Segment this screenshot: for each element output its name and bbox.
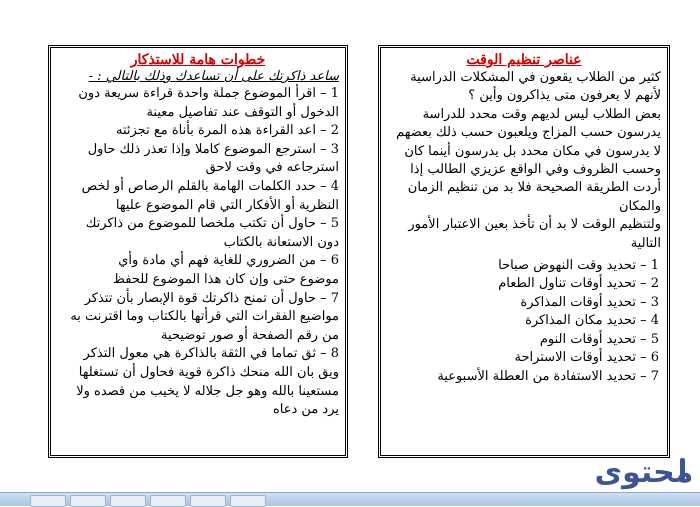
study-step-line: 2 – اعد القراءة هذه المرة بأناة مع تجزئته: [116, 123, 339, 139]
study-step-line: من رقم الصفحة أو صور توضيحية: [161, 327, 339, 343]
time-list-item: 2 – تحديد أوقات تناول الطعام: [498, 276, 659, 292]
time-list-item: 1 – تحديد وقت النهوض صباحا: [498, 258, 659, 274]
study-step-line: 3 – استرجع الموضوع كاملا وإذا تعذر ذلك حاول: [87, 141, 339, 157]
taskbar: [0, 492, 700, 506]
time-paragraph-line: التالية: [630, 235, 661, 251]
time-list-item: 6 – تحديد أوقات الاستراحة: [514, 350, 659, 366]
study-steps-title: خطوات هامة للاستذكار: [130, 52, 266, 68]
watermark-logo: محتوى: [594, 455, 694, 490]
time-paragraph-line: والمكان: [618, 198, 661, 214]
taskbar-button[interactable]: [150, 495, 186, 507]
taskbar-button[interactable]: [230, 495, 266, 507]
time-paragraph-line: أردت الطريقة الصحيحة فلا بد من تنظيم الزمان: [407, 180, 661, 196]
time-management-list: [381, 257, 667, 386]
time-paragraph-line: بعض الطلاب ليس لديهم وقت محدد للدراسة: [422, 106, 661, 122]
study-step-line: النظرية أو الأفكار التي قام الموضوع عليها: [115, 197, 339, 213]
study-step-line: مستعينا بالله وهو جل جلاله لا يخيب من قصده ولا: [76, 383, 339, 399]
study-step-line: استرجاعه في وقت لاحق: [205, 160, 339, 176]
study-step-line: 5 – حاول أن تكتب ملخصا للموضوع من ذاكرتك: [85, 216, 339, 232]
time-list-item: 4 – تحديد مكان المذاكرة: [525, 313, 659, 329]
study-step-line: يرد من دعاه: [272, 402, 339, 418]
taskbar-button[interactable]: [70, 495, 106, 507]
taskbar-button[interactable]: [110, 495, 146, 507]
time-paragraph-line: وحسب الظروف وفي الواقع عزيزي الطالب إذا: [410, 162, 661, 178]
study-step-line: 6 – من الضروري للغاية فهم أي مادة وأي: [118, 253, 339, 269]
study-step-line: موضوع حتى وإن كان هذا الموضوع للحفظ: [112, 271, 339, 287]
time-paragraph-line: لأنهم لا يعرفون متى يذاكرون وأين ؟: [468, 88, 661, 104]
study-step-line: ويق بان الله منحك ذاكرة قوية فحاول أن تستغلها: [78, 364, 339, 380]
time-list-item: 5 – تحديد أوقات النوم: [539, 331, 659, 347]
time-paragraph-line: يدرسون حسب المزاج ويلعبون حسب ذلك بعضهم: [396, 125, 661, 141]
time-paragraph-line: لا يدرسون في مكان محدد بل يدرسون أينما كان: [404, 143, 661, 159]
time-management-text: [381, 69, 667, 253]
time-management-panel: [378, 45, 670, 458]
study-steps-subtitle: ساعد ذاكرتك على أن تساعدك وذلك بالتالي : -: [88, 69, 339, 84]
study-step-line: 8 – ثق تماما في الثقة بالذاكرة هي معول التذكر: [83, 346, 339, 362]
time-list-item: 3 – تحديد أوقات المذاكرة: [520, 294, 659, 310]
study-step-line: دون الاستعانة بالكتاب: [223, 234, 339, 250]
time-list-item: 7 – تحديد الاستفادة من العطلة الأسبوعية: [437, 368, 659, 384]
study-step-line: 7 – حاول أن تمنح ذاكرتك قوة الإبصار بأن تتذكر: [84, 290, 339, 306]
study-step-line: 4 – حدد الكلمات الهامة بالقلم الرصاص أو لخص: [81, 178, 339, 194]
study-step-line: 1 – اقرأ الموضوع جملة واحدة قراءة سريعة دون: [78, 86, 339, 101]
taskbar-button[interactable]: [190, 495, 226, 507]
study-step-line: الدخول أو التوقف عند تفاصيل معينة: [146, 104, 339, 120]
study-step-line: مواضيع الفقرات التي قرأتها بالكتاب وما اقترنت به: [70, 309, 339, 325]
taskbar-button[interactable]: [30, 495, 66, 507]
study-steps-text: [51, 85, 345, 420]
time-paragraph-line: ولتنظيم الوقت لا بد أن تأخذ بعين الاعتبار الأمور: [408, 217, 661, 233]
time-paragraph-line: كثير من الطلاب يقعون في المشكلات الدراسية: [410, 70, 661, 85]
time-management-title: عناصر تنظيم الوقت: [466, 52, 582, 68]
study-steps-panel: [48, 45, 348, 458]
